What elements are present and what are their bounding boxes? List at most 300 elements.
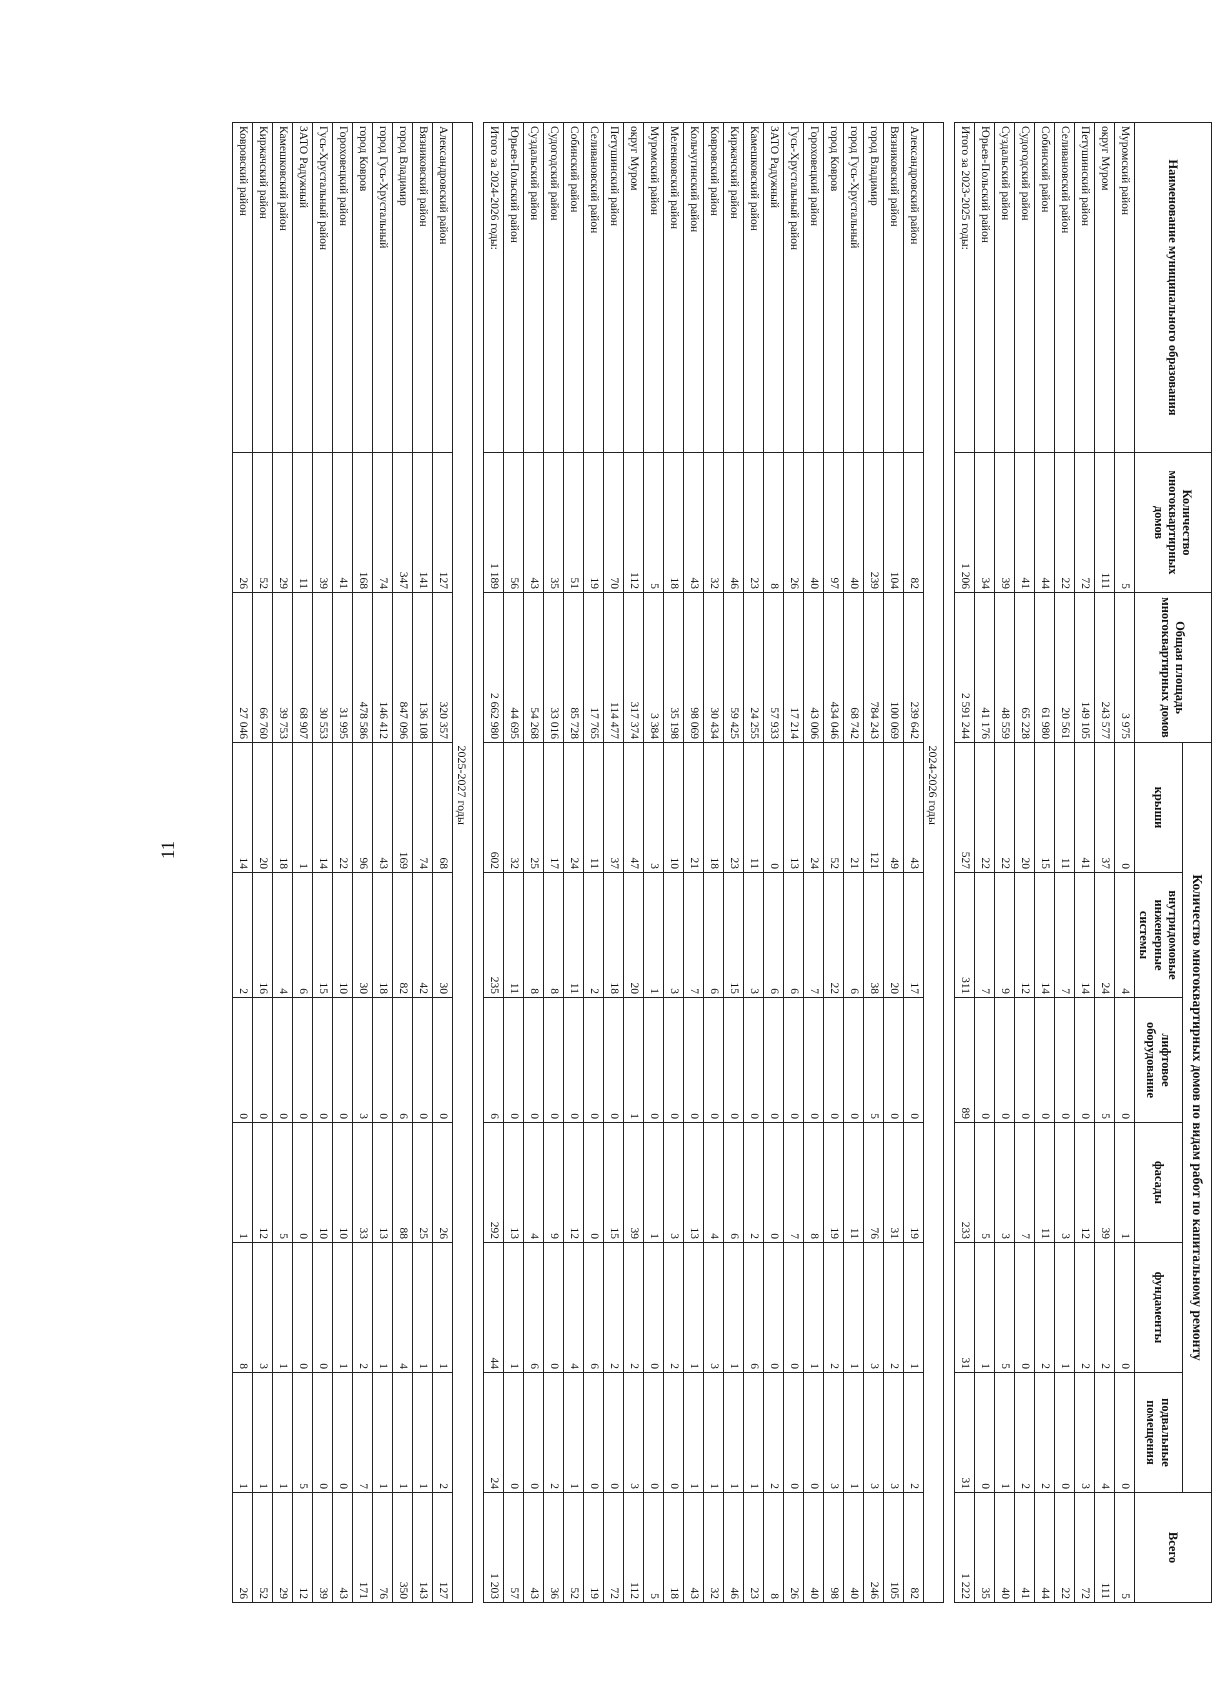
row-value-cell: 0 [643,1243,663,1373]
row-value-cell: 11 [292,453,312,593]
row-value-cell: 96 [352,743,372,873]
row-value-cell: 31 [883,1123,903,1243]
row-value-cell: 10 [332,1123,352,1243]
row-value-cell: 1 [372,1373,392,1493]
row-value-cell: 0 [583,1373,603,1493]
row-value-cell: 0 [232,998,252,1123]
row-value-cell: 3 [743,873,763,998]
rotated-table-sheet [188,122,1212,1602]
row-value-cell: 1 [272,1243,292,1373]
row-value-cell: 16 [252,873,272,998]
row-value-cell: 127 [432,1493,452,1603]
row-value-cell: 0 [272,998,292,1123]
row-value-cell: 4 [1094,1373,1114,1493]
row-value-cell: 15 [723,873,743,998]
row-value-cell: 2 [1034,1373,1054,1493]
row-value-cell: 14 [1034,873,1054,998]
row-value-cell: 10 [312,1123,332,1243]
table-row [1094,123,1114,1603]
row-value-cell: 13 [503,1123,523,1243]
table-row [352,123,372,1603]
table-row [372,123,392,1603]
row-value-cell: 68 742 [843,593,863,743]
row-value-cell: 5 [1114,1493,1134,1603]
row-value-cell: 311 [954,873,974,998]
row-value-cell: 20 [252,743,272,873]
table-row [803,123,823,1603]
row-value-cell: 40 [843,453,863,593]
row-value-cell: 1 [623,998,643,1123]
row-value-cell: 784 243 [863,593,883,743]
row-value-cell: 7 [683,873,703,998]
table-row [1054,123,1074,1603]
row-value-cell: 114 477 [603,593,623,743]
table-row [723,123,743,1603]
row-value-cell: 8 [803,1123,823,1243]
row-value-cell: 0 [372,998,392,1123]
row-value-cell: 1 189 [483,453,503,593]
row-value-cell: 0 [312,998,332,1123]
row-value-cell: 0 [523,1373,543,1493]
row-value-cell: 143 [412,1493,432,1603]
row-name-cell: Муромский район [1114,123,1134,453]
row-value-cell: 0 [974,998,994,1123]
row-value-cell: 6 [783,873,803,998]
row-value-cell: 29 [272,453,292,593]
row-value-cell: 239 [863,453,883,593]
row-value-cell: 31 [954,1243,974,1373]
row-value-cell: 0 [1054,998,1074,1123]
row-value-cell: 2 [743,1123,763,1243]
row-value-cell: 24 [563,743,583,873]
row-value-cell: 0 [743,998,763,1123]
row-value-cell: 5 [1114,453,1134,593]
row-value-cell: 243 577 [1094,593,1114,743]
row-value-cell: 1 [252,1373,272,1493]
row-value-cell: 20 [883,873,903,998]
row-value-cell: 3 [663,873,683,998]
row-value-cell: 5 [272,1123,292,1243]
row-value-cell: 141 [412,453,432,593]
row-value-cell: 30 [432,873,452,998]
row-value-cell: 72 [1074,1493,1094,1603]
row-value-cell: 23 [723,743,743,873]
row-value-cell: 10 [663,743,683,873]
row-name-cell: Камешковский район [272,123,292,453]
row-value-cell: 41 [1074,743,1094,873]
row-value-cell: 1 [392,1373,412,1493]
row-value-cell: 0 [312,1243,332,1373]
row-value-cell: 350 [392,1493,412,1603]
row-value-cell: 43 [683,1493,703,1603]
row-value-cell: 18 [372,873,392,998]
row-value-cell: 12 [1074,1123,1094,1243]
row-value-cell: 527 [954,743,974,873]
row-value-cell: 1 [503,1243,523,1373]
row-value-cell: 434 046 [823,593,843,743]
row-value-cell: 68 907 [292,593,312,743]
row-name-cell: город Владимир [863,123,883,453]
row-value-cell: 3 [352,998,372,1123]
row-value-cell: 2 591 244 [954,593,974,743]
row-value-cell: 0 [292,1123,312,1243]
row-value-cell: 11 [743,743,763,873]
row-name-cell: Петушинский район [1074,123,1094,453]
row-name-cell: Меленковский район [663,123,683,453]
row-value-cell: 5 [292,1373,312,1493]
row-value-cell: 6 [483,998,503,1123]
page-number: 11 [158,840,179,860]
row-value-cell: 17 765 [583,593,603,743]
row-name-cell: Итого за 2024-2026 годы: [483,123,503,453]
row-value-cell: 168 [352,453,372,593]
row-name-cell: Ковровский район [232,123,252,453]
row-name-cell: Муромский район [643,123,663,453]
row-value-cell: 46 [723,1493,743,1603]
row-value-cell: 317 374 [623,593,643,743]
row-value-cell: 0 [803,998,823,1123]
row-value-cell: 1 [723,1243,743,1373]
row-value-cell: 13 [683,1123,703,1243]
row-value-cell: 6 [743,1243,763,1373]
row-value-cell: 18 [663,1493,683,1603]
row-value-cell: 43 006 [803,593,823,743]
row-value-cell: 25 [412,1123,432,1243]
row-value-cell: 19 [583,453,603,593]
row-value-cell: 36 [543,1493,563,1603]
row-value-cell: 22 [994,743,1014,873]
row-value-cell: 0 [994,998,1014,1123]
row-value-cell: 72 [1074,453,1094,593]
row-value-cell: 24 [1094,873,1114,998]
row-value-cell: 292 [483,1123,503,1243]
row-name-cell: Юрьев-Польский район [503,123,523,453]
row-value-cell: 26 [783,1493,803,1603]
row-value-cell: 11 [583,743,603,873]
row-value-cell: 24 [803,743,823,873]
row-value-cell: 19 [823,1123,843,1243]
row-value-cell: 21 [683,743,703,873]
row-value-cell: 1 [843,1373,863,1493]
row-value-cell: 478 586 [352,593,372,743]
row-value-cell: 3 [643,743,663,873]
row-value-cell: 2 [663,1243,683,1373]
row-name-cell: округ Муром [623,123,643,453]
row-value-cell: 0 [332,1373,352,1493]
row-value-cell: 2 [1094,1243,1114,1373]
row-value-cell: 11 [503,873,523,998]
period-label: 2024-2026 годы [923,743,943,1603]
row-value-cell: 43 [683,453,703,593]
row-value-cell: 11 [1054,743,1074,873]
table-row [1034,123,1054,1603]
row-value-cell: 602 [483,743,503,873]
row-value-cell: 9 [543,1123,563,1243]
row-value-cell: 33 [352,1123,372,1243]
row-value-cell: 2 [1014,1373,1034,1493]
table-row [252,123,272,1603]
row-value-cell: 32 [703,1493,723,1603]
row-value-cell: 41 [1014,1493,1034,1603]
header-engineering: внутридомовые инженерные системы [1134,873,1182,998]
row-value-cell: 5 [1094,998,1114,1123]
row-value-cell: 41 [1014,453,1034,593]
row-value-cell: 51 [563,453,583,593]
row-value-cell: 3 [883,1373,903,1493]
row-value-cell: 1 [412,1243,432,1373]
row-value-cell: 0 [1114,998,1134,1123]
row-value-cell: 1 [643,1123,663,1243]
row-value-cell: 0 [783,1373,803,1493]
row-name-cell: Гусь-Хрустальный район [783,123,803,453]
row-name-cell: Киржачский район [723,123,743,453]
table-row [503,123,523,1603]
table-row [954,123,974,1603]
row-value-cell: 33 016 [543,593,563,743]
table-row [523,123,543,1603]
row-name-cell: Ковровский район [703,123,723,453]
row-name-cell: Петушинский район [603,123,623,453]
row-value-cell: 2 [883,1243,903,1373]
row-value-cell: 0 [503,998,523,1123]
row-value-cell: 44 [1034,453,1054,593]
row-value-cell: 56 [503,453,523,593]
row-value-cell: 19 [903,1123,923,1243]
row-value-cell: 32 [503,743,523,873]
row-value-cell: 22 [823,873,843,998]
row-value-cell: 1 [432,1243,452,1373]
row-value-cell: 239 642 [903,593,923,743]
row-value-cell: 7 [803,873,823,998]
row-value-cell: 74 [412,743,432,873]
header-foundations: фундаменты [1134,1243,1182,1373]
row-value-cell: 18 [703,743,723,873]
row-value-cell: 66 760 [252,593,272,743]
table-row [843,123,863,1603]
table-row [432,123,452,1603]
row-value-cell: 39 [312,453,332,593]
row-value-cell: 0 [603,1373,623,1493]
table-body [232,123,1134,1603]
row-value-cell: 3 [994,1123,1014,1243]
row-name-cell: город Владимир [392,123,412,453]
row-value-cell: 0 [543,998,563,1123]
row-value-cell: 0 [763,1243,783,1373]
row-value-cell: 0 [583,1123,603,1243]
row-value-cell: 44 695 [503,593,523,743]
row-value-cell: 3 [863,1243,883,1373]
row-value-cell: 24 [483,1373,503,1493]
row-value-cell: 0 [1074,998,1094,1123]
row-value-cell: 22 [1054,453,1074,593]
row-value-cell: 6 [703,873,723,998]
row-value-cell: 7 [783,1123,803,1243]
row-value-cell: 17 214 [783,593,803,743]
row-name-cell: Селивановский район [1054,123,1074,453]
row-value-cell: 21 [843,743,863,873]
row-value-cell: 20 [623,873,643,998]
row-value-cell: 2 662 980 [483,593,503,743]
row-value-cell: 0 [332,998,352,1123]
row-value-cell: 11 [1034,1123,1054,1243]
row-value-cell: 40 [803,1493,823,1603]
row-value-cell: 1 [843,1243,863,1373]
row-value-cell: 7 [352,1373,372,1493]
row-name-cell: Камешковский район [743,123,763,453]
table-row [994,123,1014,1603]
row-value-cell: 3 [823,1373,843,1493]
row-value-cell: 136 108 [412,593,432,743]
header-houses: Количество многоквартирных домов [1134,453,1211,593]
table-row [232,123,252,1603]
row-value-cell: 41 176 [974,593,994,743]
row-value-cell: 1 206 [954,453,974,593]
row-value-cell: 25 [523,743,543,873]
section-gap [943,123,954,1603]
table-row [883,123,903,1603]
row-value-cell: 0 [723,998,743,1123]
row-value-cell: 20 561 [1054,593,1074,743]
row-name-cell: город Ковров [352,123,372,453]
row-value-cell: 0 [1014,998,1034,1123]
row-value-cell: 88 [392,1123,412,1243]
row-name-cell: Собинский район [563,123,583,453]
row-name-cell: Кольчугинский район [683,123,703,453]
row-value-cell: 2 [763,1373,783,1493]
row-value-cell: 1 [563,1373,583,1493]
row-value-cell: 52 [252,453,272,593]
row-value-cell: 0 [543,1243,563,1373]
row-value-cell: 37 [603,743,623,873]
row-value-cell: 0 [763,743,783,873]
row-value-cell: 2 [903,1373,923,1493]
row-value-cell: 0 [1054,1373,1074,1493]
row-value-cell: 37 [1094,743,1114,873]
row-value-cell: 23 [743,453,763,593]
row-value-cell: 6 [763,873,783,998]
table-row [974,123,994,1603]
row-value-cell: 0 [643,1373,663,1493]
row-value-cell: 121 [863,743,883,873]
row-value-cell: 43 [523,1493,543,1603]
row-value-cell: 6 [843,873,863,998]
row-value-cell: 1 [903,1243,923,1373]
row-name-cell: Вязниковский район [883,123,903,453]
row-value-cell: 2 [232,873,252,998]
row-value-cell: 44 [483,1243,503,1373]
row-name-cell: Юрьев-Польский район [974,123,994,453]
row-value-cell: 7 [1014,1123,1034,1243]
row-value-cell: 5 [974,1123,994,1243]
table-row [643,123,663,1603]
row-value-cell: 82 [903,1493,923,1603]
row-value-cell: 112 [623,453,643,593]
table-row [703,123,723,1603]
row-value-cell: 1 [974,1243,994,1373]
row-value-cell: 13 [372,1123,392,1243]
row-value-cell: 59 425 [723,593,743,743]
row-value-cell: 1 203 [483,1493,503,1603]
row-value-cell: 61 980 [1034,593,1054,743]
row-value-cell: 0 [412,998,432,1123]
row-value-cell: 0 [1114,743,1134,873]
row-name-cell: Вязниковский район [412,123,432,453]
row-name-cell: Селивановский район [583,123,603,453]
table-row [823,123,843,1603]
row-value-cell: 52 [252,1493,272,1603]
row-name-cell: город Гусь-Хрустальный [372,123,392,453]
row-value-cell: 11 [563,873,583,998]
row-value-cell: 5 [994,1243,1014,1373]
table-row [903,123,923,1603]
row-value-cell: 26 [232,1493,252,1603]
row-name-cell: Итого за 2023-2025 годы: [954,123,974,453]
table-row [623,123,643,1603]
row-value-cell: 3 [252,1243,272,1373]
row-value-cell: 0 [503,1373,523,1493]
row-value-cell: 30 [352,873,372,998]
row-value-cell: 0 [763,1123,783,1243]
row-value-cell: 98 [823,1493,843,1603]
row-value-cell: 1 222 [954,1493,974,1603]
row-name-cell: Суздальский район [523,123,543,453]
row-value-cell: 40 [994,1493,1014,1603]
table-row [663,123,683,1603]
row-value-cell: 7 [974,873,994,998]
row-value-cell: 1 [1054,1243,1074,1373]
row-value-cell: 0 [603,998,623,1123]
row-value-cell: 0 [292,1243,312,1373]
row-value-cell: 2 [603,1243,623,1373]
row-value-cell: 0 [663,998,683,1123]
row-value-cell: 13 [783,743,803,873]
row-value-cell: 1 [683,1243,703,1373]
row-value-cell: 8 [543,873,563,998]
row-value-cell: 6 [583,1243,603,1373]
row-value-cell: 35 [974,1493,994,1603]
row-name-cell: город Гусь-Хрустальный [843,123,863,453]
row-value-cell: 0 [843,998,863,1123]
row-value-cell: 5 [863,998,883,1123]
row-value-cell: 0 [643,998,663,1123]
row-value-cell: 42 [412,873,432,998]
row-value-cell: 22 [1054,1493,1074,1603]
row-value-cell: 0 [1114,1243,1134,1373]
row-value-cell: 3 [1054,1123,1074,1243]
header-name: Наименование муниципального образования [1134,123,1211,453]
row-value-cell: 98 069 [683,593,703,743]
row-value-cell: 0 [703,998,723,1123]
row-value-cell: 0 [1014,1243,1034,1373]
row-value-cell: 4 [523,1123,543,1243]
row-value-cell: 1 [332,1243,352,1373]
header-total: Всего [1134,1493,1211,1603]
row-value-cell: 19 [583,1493,603,1603]
row-value-cell: 347 [392,453,412,593]
row-value-cell: 0 [683,998,703,1123]
row-value-cell: 47 [623,743,643,873]
row-value-cell: 57 933 [763,593,783,743]
row-value-cell: 0 [903,998,923,1123]
row-name-cell: город Ковров [823,123,843,453]
row-value-cell: 12 [563,1123,583,1243]
row-value-cell: 52 [563,1493,583,1603]
row-value-cell: 3 [703,1243,723,1373]
capital-repair-table [232,122,1212,1603]
row-value-cell: 26 [232,453,252,593]
row-name-cell: Гусь-Хрустальный район [312,123,332,453]
table-row [1114,123,1134,1603]
